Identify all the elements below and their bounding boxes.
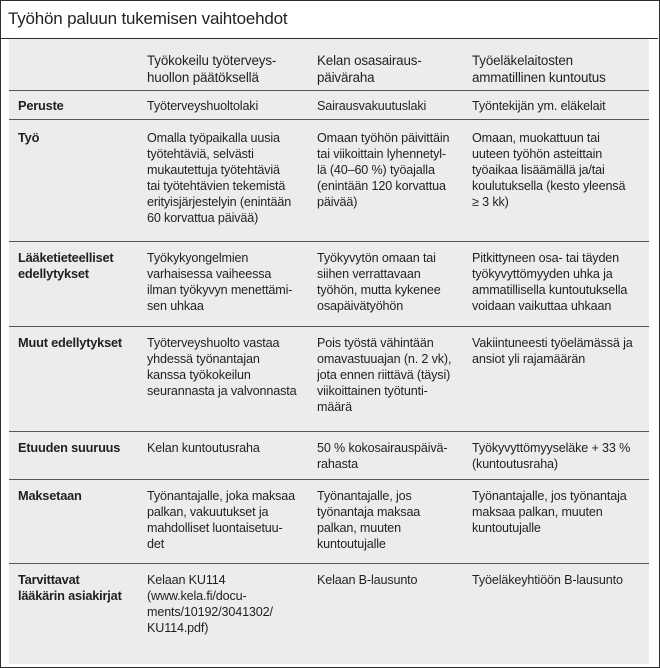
cell-line: koulutuksella (kesto yleensä	[472, 179, 626, 193]
cell-line: seurannasta ja valvonnasta	[147, 384, 297, 398]
column-header-line: ammatillinen kuntoutus	[472, 70, 606, 85]
cell-line: tai viikoittain lyhennetyl-	[317, 147, 446, 161]
table-cell	[472, 572, 647, 588]
column-header-osasairauspaivaraha	[317, 52, 462, 86]
cell-line: rahasta	[317, 457, 358, 471]
row-label-line: Lääketieteelliset	[18, 250, 114, 265]
table-cell	[472, 488, 647, 536]
cell-line: päivää)	[317, 195, 358, 209]
column-header-line: Työkokeilu työterveys-	[147, 53, 277, 68]
cell-line: yhdessä työnantajan	[147, 352, 260, 366]
cell-line: kuntoutujalle	[472, 521, 541, 535]
cell-line: kanssa työkokeilun	[147, 368, 251, 382]
row-label-laaketieteelliset-edellytykset	[18, 250, 138, 282]
cell-line: Pois työstä vähintään	[317, 336, 434, 350]
cell-line: Työkyvytön omaan tai	[317, 251, 436, 265]
row-label-muut-edellytykset	[18, 335, 138, 351]
cell-line: palkan, vakuutukset ja	[147, 505, 269, 519]
cell-line: työhön, mutta kykenee	[317, 283, 441, 297]
cell-line: Työnantajalle, jos	[317, 489, 412, 503]
column-header-tyokokeilu	[147, 52, 303, 86]
cell-line: sen uhkaa	[147, 299, 204, 313]
row-label-line: Muut edellytykset	[18, 335, 122, 350]
row-label-line: Tarvittavat	[18, 572, 80, 587]
cell-line: Kelaan B-lausunto	[317, 573, 418, 587]
cell-line: viikoittainen työtunti-	[317, 384, 428, 398]
row-divider	[9, 431, 649, 432]
cell-line: maksaa palkan, muuten	[472, 505, 603, 519]
cell-line: työkyvyttömyyden uhka ja	[472, 267, 613, 281]
row-label-line: edellytykset	[18, 266, 89, 281]
cell-line: Työnantajalle, jos työnantaja	[472, 489, 627, 503]
table-cell	[472, 250, 647, 314]
cell-line: palkan, muuten	[317, 521, 402, 535]
cell-line: Omalla työpaikalla uusia	[147, 131, 280, 145]
cell-line: 60 korvattua päivää)	[147, 211, 259, 225]
cell-line: Pitkittyneen osa- tai täyden	[472, 251, 620, 265]
cell-line: Työterveyshuolto vastaa	[147, 336, 280, 350]
cell-line: Työeläkeyhtiöön B-lausunto	[472, 573, 623, 587]
cell-line: tai työtehtävien tekemistä	[147, 179, 286, 193]
cell-line: voidaan vaikuttaa uhkaan	[472, 299, 612, 313]
cell-line: Omaan, muokattuun tai	[472, 131, 600, 145]
column-header-line: Kelan osasairaus-	[317, 53, 422, 68]
row-label-line: lääkärin asiakirjat	[18, 588, 122, 603]
cell-line: Työkyvyttömyyseläke + 33 %	[472, 441, 631, 455]
cell-line: Työkykyongelmien	[147, 251, 249, 265]
table-cell	[472, 335, 647, 367]
cell-line: ansiot yli rajamäärän	[472, 352, 586, 366]
cell-line: (www.kela.fi/docu-	[147, 589, 247, 603]
table-cell	[147, 250, 303, 314]
cell-line: Omaan työhön päivittäin	[317, 131, 450, 145]
cell-line: ilman työkyvyn menettämi-	[147, 283, 293, 297]
cell-line: det	[147, 537, 165, 551]
table-cell	[317, 250, 462, 314]
cell-line: mahdolliset luontaisetuu-	[147, 521, 283, 535]
cell-line: Kelaan KU114	[147, 573, 226, 587]
column-header-line: päiväraha	[317, 70, 375, 85]
row-label-etuuden-suuruus	[18, 440, 138, 456]
cell-line: Vakiintuneesti työelämässä ja	[472, 336, 633, 350]
cell-line: (enintään 120 korvattua	[317, 179, 446, 193]
cell-line: Työterveyshuoltolaki	[147, 99, 259, 113]
cell-line: ments/10192/3041302/	[147, 605, 273, 619]
cell-line: Työntekijän ym. eläkelait	[472, 99, 606, 113]
column-header-line: Työeläkelaitosten	[472, 53, 573, 68]
row-divider	[9, 119, 649, 120]
cell-line: työaikaa lisäämällä ja/tai	[472, 163, 605, 177]
cell-line: varhaisessa vaiheessa	[147, 267, 272, 281]
table-cell	[317, 440, 462, 472]
cell-line: Kelan kuntoutusraha	[147, 441, 260, 455]
table-cell	[472, 130, 647, 210]
cell-line: uuteen työhön asteittain	[472, 147, 603, 161]
row-label-line: Etuuden suuruus	[18, 440, 121, 455]
cell-line: Työnantajalle, joka maksaa	[147, 489, 296, 503]
row-label-tarvittavat-asiakirjat	[18, 572, 138, 604]
table-cell	[317, 572, 462, 588]
row-label-line: Työ	[18, 130, 40, 145]
cell-line: työnantaja maksaa	[317, 505, 421, 519]
table-cell	[317, 130, 462, 210]
table-cell	[147, 98, 303, 114]
row-label-line: Maksetaan	[18, 488, 82, 503]
cell-line: määrä	[317, 400, 352, 414]
cell-line: 50 % kokosairauspäivä-	[317, 441, 448, 455]
table-cell	[472, 440, 647, 472]
table-cell	[147, 130, 303, 226]
row-divider	[9, 241, 649, 242]
cell-line: työtehtäviä, selvästi	[147, 147, 254, 161]
table-cell	[472, 98, 647, 114]
cell-line: ≥ 3 kk)	[472, 195, 509, 209]
cell-line: omavastuuajan (n. 2 vk),	[317, 352, 452, 366]
cell-line: (kuntoutusraha)	[472, 457, 558, 471]
row-divider	[9, 326, 649, 327]
table-cell	[147, 572, 303, 636]
table-cell	[317, 335, 462, 415]
table-cell	[147, 335, 303, 399]
cell-line: kuntoutujalle	[317, 537, 386, 551]
row-label-maksetaan	[18, 488, 138, 504]
row-label-peruste	[18, 98, 138, 114]
cell-line: Sairausvakuutuslaki	[317, 99, 427, 113]
table-cell	[317, 488, 462, 552]
column-header-line: huollon päätöksellä	[147, 70, 259, 85]
table-cell	[317, 98, 462, 114]
column-header-ammatillinen-kuntoutus	[472, 52, 647, 86]
cell-line: lä (40–60 %) työajalla	[317, 163, 435, 177]
cell-line: erityisjärjestelyin (enintään	[147, 195, 292, 209]
table-title: Työhön paluun tukemisen vaihtoehdot	[8, 9, 288, 28]
row-label-tyo	[18, 130, 138, 146]
cell-line: mukautettuja työtehtäviä	[147, 163, 280, 177]
cell-line: siihen verrattavaan	[317, 267, 421, 281]
row-divider	[9, 479, 649, 480]
table-cell	[147, 440, 303, 456]
cell-line: osapäivätyöhön	[317, 299, 404, 313]
cell-line: jota ennen riittävä (täysi)	[317, 368, 451, 382]
row-label-line: Peruste	[18, 98, 64, 113]
cell-line: KU114.pdf)	[147, 621, 209, 635]
cell-line: ammatillisella kuntoutuksella	[472, 283, 628, 297]
row-divider	[9, 90, 649, 91]
table-cell	[147, 488, 303, 552]
row-divider	[9, 563, 649, 564]
